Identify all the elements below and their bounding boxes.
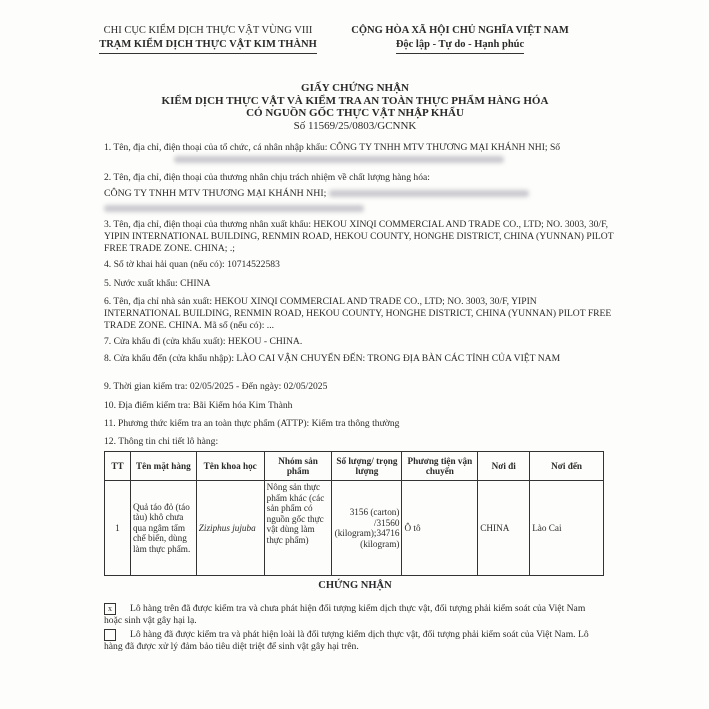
field-inspection-place: 10. Địa điểm kiểm tra: Bãi Kiểm hóa Kim Thành	[104, 400, 293, 411]
checkbox-checked[interactable]: x	[104, 603, 116, 615]
col-origin: Nơi đi	[478, 452, 530, 481]
table-row	[105, 481, 604, 576]
agency-parent: CHI CỤC KIỂM DỊCH THỰC VẬT VÙNG VIII	[103, 25, 313, 36]
title-line-1: GIẤY CHỨNG NHẬN	[301, 82, 409, 94]
issuing-agency	[88, 24, 328, 54]
agency-station: TRẠM KIỂM DỊCH THỰC VẬT KIM THÀNH	[99, 38, 317, 54]
checkbox-unchecked[interactable]	[104, 629, 116, 641]
cell-quantity: 3156 (carton) /31560 (kilogram);34716 (kilogram)	[332, 481, 402, 576]
col-quantity: Số lượng/ trọng lượng	[332, 452, 402, 481]
col-transport: Phương tiện vận chuyển	[402, 452, 478, 481]
field-shipment-details: 12. Thông tin chi tiết lô hàng:	[104, 436, 219, 447]
field-inspection-time: 9. Thời gian kiểm tra: 02/05/2025 - Đến ngày: 02/05/2025	[104, 381, 328, 392]
nation-motto: Độc lập - Tự do - Hạnh phúc	[396, 38, 524, 54]
field-entry-port: 8. Cửa khẩu đến (cửa khẩu nhập): LÀO CAI VẬN CHUYỂN ĐẾN: TRONG ĐỊA BÀN CÁC TỈNH CỦA VIỆT NAM	[104, 353, 561, 364]
redacted-text	[104, 205, 364, 212]
certificate-number: Số 11569/25/0803/GCNNK	[293, 119, 417, 132]
cell-destination: Lào Cai	[530, 481, 604, 576]
certification-option-1: x Lô hàng trên đã được kiểm tra và chưa phát hiện đối tượng kiểm dịch thực vật, đối tượng phải kiểm soát của Việt Nam hoặc sinh vật gây hại lạ.	[104, 603, 586, 627]
certification-option-2: Lô hàng đã được kiểm tra và phát hiện loài là đối tượng kiểm dịch thực vật, đối tượng phải kiểm soát của Việt Nam. Lô hàng đã được xử lý đảm bảo tiêu diệt triệt để sinh vật gây hại trên.	[104, 629, 589, 653]
nation-name: CỘNG HÒA XÃ HỘI CHỦ NGHĨA VIỆT NAM	[351, 25, 569, 36]
field-quality-responsible: 2. Tên, địa chỉ, điện thoại của thương nhân chịu trách nhiệm về chất lượng hàng hóa: CÔNG TY TNHH MTV THƯƠNG MẠI KHÁNH NHI;	[104, 172, 614, 215]
cell-scientific-name: Ziziphus jujuba	[196, 481, 264, 576]
field-manufacturer: 6. Tên, địa chỉ nhà sản xuất: HEKOU XINQI COMMERCIAL AND TRADE CO., LTD; NO. 3003, 30/F, YIPIN INTERNATIONAL BUILDING, RENMIN ROAD, HEKOU COUNTY, HONGHE DISTRICT, CHINA (YUNNAN) PILOT FREE TRADE ZONE. CHINA. Mã số (nếu có): ...	[104, 296, 612, 331]
redacted-text	[174, 156, 504, 163]
certification-title: CHỨNG NHẬN	[318, 580, 392, 591]
col-item-name: Tên mặt hàng	[130, 452, 196, 481]
cell-item-name: Quả táo đỏ (táo tàu) khô chưa qua ngâm tẩm chế biến, dùng làm thực phẩm.	[130, 481, 196, 576]
field-importer: 1. Tên, địa chỉ, điện thoại của tổ chức, cá nhân nhập khẩu: CÔNG TY TNHH MTV THƯƠNG MẠI KHÁNH NHI; Số	[104, 142, 614, 166]
field-customs-declaration: 4. Số tờ khai hải quan (nếu có): 10714522583	[104, 259, 280, 270]
cell-tt: 1	[105, 481, 131, 576]
col-tt: TT	[105, 452, 131, 481]
title-line-2: KIỂM DỊCH THỰC VẬT VÀ KIỂM TRA AN TOÀN THỰC PHẨM HÀNG HÓA	[161, 94, 549, 107]
field-inspection-method: 11. Phương thức kiểm tra an toàn thực phẩm (ATTP): Kiểm tra thông thường	[104, 418, 400, 429]
redacted-text	[329, 190, 529, 197]
cell-transport: Ô tô	[402, 481, 478, 576]
field-exporter: 3. Tên, địa chỉ, điện thoại của thương nhân xuất khẩu: HEKOU XINQI COMMERCIAL AND TRADE CO., LTD; NO. 3003, 30/F, YIPIN INTERNATIONAL BUILDING, RENMIN ROAD, HEKOU COUNTY, HONGHE DISTRICT, CHINA (YUNNAN) PILOT FREE TRADE ZONE. CHINA; .;	[104, 219, 614, 254]
table-header-row	[105, 452, 604, 481]
cell-product-group: Nông sản thực phẩm khác (các sản phẩm có nguồn gốc thực vật dùng làm thực phẩm)	[264, 481, 332, 576]
shipment-table	[104, 451, 604, 576]
title-line-3: CÓ NGUỒN GỐC THỰC VẬT NHẬP KHẨU	[246, 107, 464, 119]
col-scientific-name: Tên khoa học	[196, 452, 264, 481]
field-exit-port: 7. Cửa khẩu đi (cửa khẩu xuất): HEKOU - CHINA.	[104, 336, 303, 347]
cell-origin: CHINA	[478, 481, 530, 576]
field-export-country: 5. Nước xuất khẩu: CHINA	[104, 278, 211, 289]
document-title	[100, 82, 610, 132]
national-motto	[345, 24, 575, 54]
col-product-group: Nhóm sản phẩm	[264, 452, 332, 481]
col-destination: Nơi đến	[530, 452, 604, 481]
